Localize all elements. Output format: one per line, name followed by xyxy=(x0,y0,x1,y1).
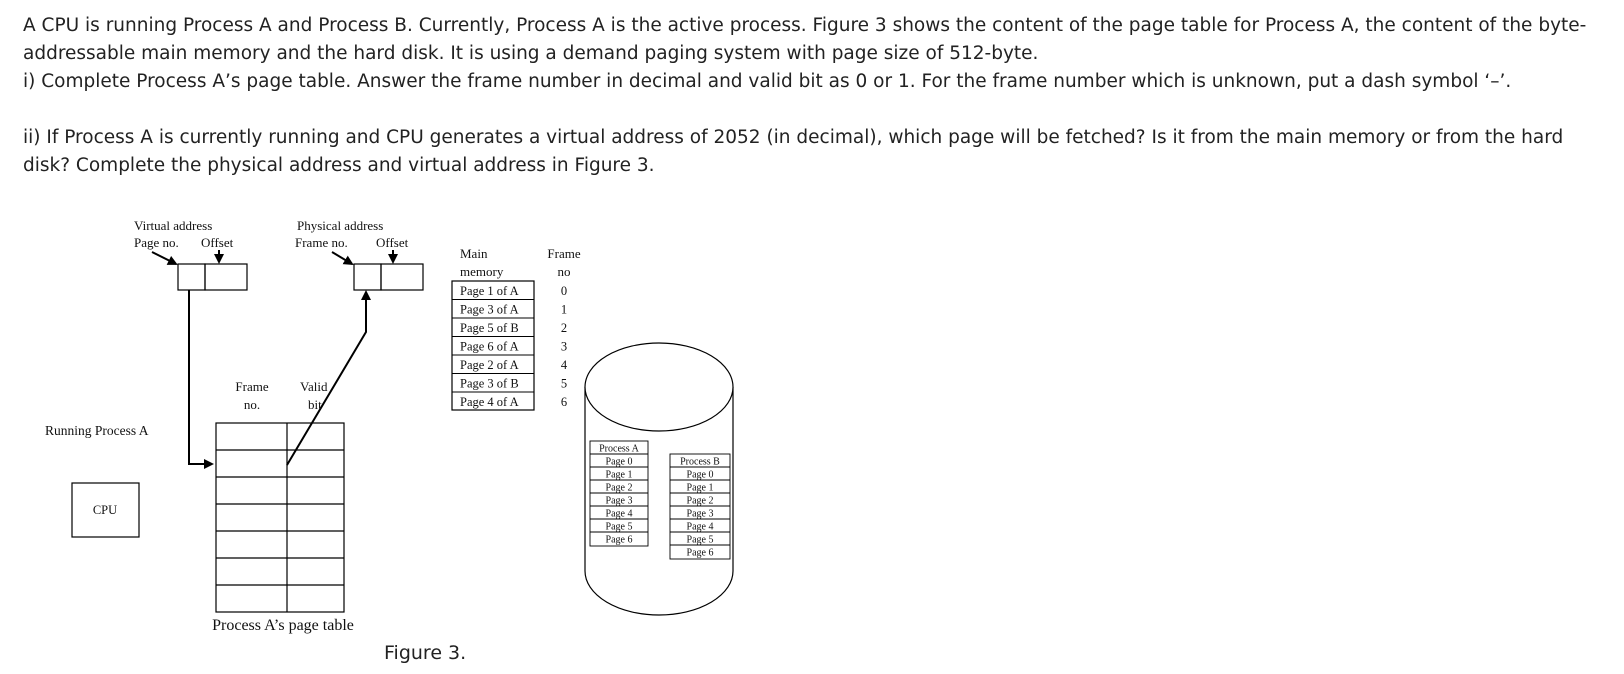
page-table-row-5-frame[interactable] xyxy=(217,559,286,584)
memory-frame-content: Page 6 of A xyxy=(460,339,519,354)
frame-column-header: Frame xyxy=(547,246,581,261)
disk-process-a xyxy=(590,441,648,546)
page-table-row-5-valid[interactable] xyxy=(288,559,343,584)
page-index-arrow xyxy=(189,290,212,464)
page-table-row-3-valid[interactable] xyxy=(288,505,343,530)
frame-column-header-2: no xyxy=(557,264,571,279)
page-table-row-3-frame[interactable] xyxy=(217,505,286,530)
page-table-row-0-valid[interactable] xyxy=(288,424,343,449)
memory-frame-number: 6 xyxy=(560,395,568,409)
pa-frame-box[interactable] xyxy=(354,264,381,290)
disk-a-title: Process A xyxy=(599,443,639,455)
col-valid-header: Valid xyxy=(300,379,328,394)
va-offset-box[interactable] xyxy=(205,264,247,290)
page-table-row-1-frame[interactable] xyxy=(217,451,286,476)
disk-a-page: Page 5 xyxy=(605,521,633,533)
physical-address-title: Physical address xyxy=(297,218,384,233)
disk-process-b xyxy=(670,454,730,559)
va-page-box[interactable] xyxy=(178,264,205,290)
disk-b-page: Page 5 xyxy=(686,534,714,546)
memory-frame-number: 3 xyxy=(560,339,568,354)
memory-frame-content: Page 3 of B xyxy=(460,376,519,391)
question-part-ii: ii) If Process A is currently running and CPU generates a virtual address of 2052 (in decimal), which page will be fetched? Is it from the main memory or from the hard disk? Complete the physical address and virtual address in Figure 3. xyxy=(23,127,1564,176)
memory-frame-number: 1 xyxy=(560,302,568,317)
disk-a-page: Page 6 xyxy=(605,534,633,546)
frame-no-arrow xyxy=(332,252,352,264)
memory-frame-content: Page 2 of A xyxy=(460,358,519,372)
disk-top xyxy=(585,343,733,431)
page-table-row-6-valid[interactable] xyxy=(288,586,343,611)
col-valid-header-2: bit xyxy=(308,397,322,412)
memory-frame-number: 4 xyxy=(560,358,568,372)
disk-b-page: Page 6 xyxy=(686,547,714,559)
page-table-cells[interactable] xyxy=(217,424,343,611)
pa-offset-label: Offset xyxy=(376,235,409,250)
page-no-label: Page no. xyxy=(134,235,179,250)
main-memory-header-2: memory xyxy=(460,264,504,279)
page-no-arrow xyxy=(152,252,176,264)
disk-a-page: Page 0 xyxy=(605,456,633,468)
question-intro: A CPU is running Process A and Process B. Currently, Process A is the active process. Figure 3 shows the content of the page table for Process A, the content of the byte-addressable main memory and the hard disk. It is using a demand paging system with page size of 512-byte. xyxy=(23,15,1587,64)
page-table-row-4-frame[interactable] xyxy=(217,532,286,557)
virtual-address-title: Virtual address xyxy=(134,218,213,233)
disk-a-page: Page 3 xyxy=(605,495,633,507)
col-frame-header-2: no. xyxy=(243,397,261,412)
memory-frame-number: 0 xyxy=(560,284,568,298)
disk-b-page: Page 2 xyxy=(686,495,714,507)
memory-frame-number: 2 xyxy=(560,321,568,335)
memory-frame-number: 5 xyxy=(560,376,568,391)
disk-b-page: Page 4 xyxy=(686,521,714,533)
memory-frame-content: Page 3 of A xyxy=(460,302,519,317)
page-table-row-4-valid[interactable] xyxy=(288,532,343,557)
question-part-i: i) Complete Process A’s page table. Answer the frame number in decimal and valid bit as 0 or 1. For the frame number which is unknown, put a dash symbol ‘–’. xyxy=(23,71,1512,92)
va-offset-label: Offset xyxy=(201,235,234,250)
main-memory-header: Main xyxy=(460,246,488,261)
disk-b-title: Process B xyxy=(680,456,720,468)
figure-caption: Figure 3. xyxy=(384,642,467,664)
hard-disk xyxy=(585,343,733,615)
page-table xyxy=(212,379,354,634)
disk-b-page: Page 3 xyxy=(686,508,714,520)
page-table-row-2-valid[interactable] xyxy=(288,478,343,503)
page-table-row-2-frame[interactable] xyxy=(217,478,286,503)
page-table-row-0-frame[interactable] xyxy=(217,424,286,449)
memory-frame-content: Page 5 of B xyxy=(460,321,519,335)
running-process-label: Running Process A xyxy=(45,423,149,438)
disk-b-page: Page 0 xyxy=(686,469,714,481)
memory-frame-content: Page 1 of A xyxy=(460,284,519,298)
disk-a-page: Page 1 xyxy=(605,469,633,481)
col-frame-header: Frame xyxy=(235,379,269,394)
frame-no-label: Frame no. xyxy=(295,235,348,250)
page-table-row-1-valid[interactable] xyxy=(288,451,343,476)
disk-b-page: Page 1 xyxy=(686,482,714,494)
memory-frame-content: Page 4 of A xyxy=(460,395,519,409)
disk-a-page: Page 4 xyxy=(605,508,633,520)
page-table-caption: Process A’s page table xyxy=(212,617,354,634)
pa-offset-box[interactable] xyxy=(381,264,423,290)
disk-a-page: Page 2 xyxy=(605,482,633,494)
cpu-label: CPU xyxy=(92,503,118,517)
main-memory xyxy=(452,246,581,410)
page-table-row-6-frame[interactable] xyxy=(217,586,286,611)
